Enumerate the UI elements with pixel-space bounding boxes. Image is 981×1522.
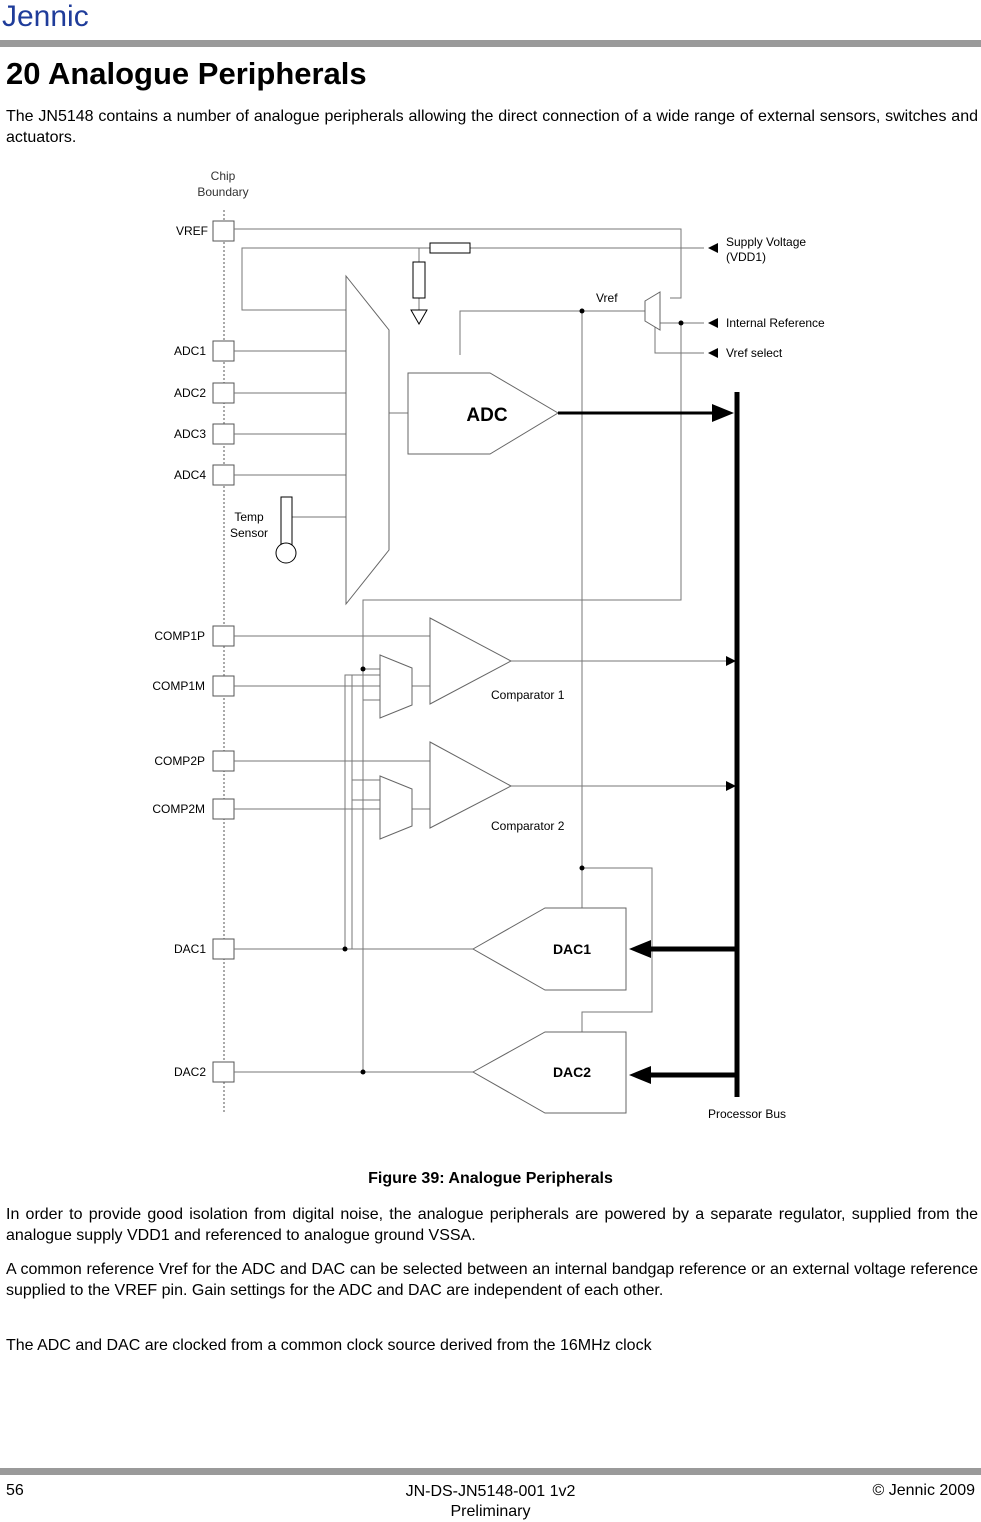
- supply-voltage-arrow: [708, 243, 718, 253]
- dac2-block-label: DAC2: [552, 1064, 592, 1080]
- supply-voltage-label-1: Supply Voltage: [726, 235, 807, 249]
- dac1-block-label: DAC1: [552, 941, 592, 957]
- doc-id: JN-DS-JN5148-001 1v2: [405, 1483, 576, 1500]
- vref-select-arrow: [708, 348, 718, 358]
- pin-pad-dac1: [213, 939, 234, 959]
- analogue-peripherals-diagram: [0, 160, 981, 1160]
- pin-label-comp1p: COMP1P: [154, 629, 205, 643]
- pin-pad-adc1: [213, 341, 234, 361]
- pin-label-dac1: DAC1: [173, 942, 206, 956]
- vref-label: Vref: [596, 291, 618, 305]
- temp-sensor-label-1: Temp: [234, 510, 264, 524]
- pin-pad-comp1p: [213, 626, 234, 646]
- comparator1-label: Comparator 1: [491, 688, 565, 702]
- junction-dot: [361, 1070, 366, 1075]
- temp-sensor-label-2: Sensor: [229, 526, 269, 540]
- internal-reference-arrow: [708, 318, 718, 328]
- resistor-vertical: [413, 262, 425, 298]
- footer-rule: [0, 1468, 981, 1475]
- comparator2-mux: [380, 776, 412, 839]
- body-paragraph-1: In order to provide good isolation from digital noise, the analogue peripherals are powered by a separate regulator, supplied from the analogue supply VDD1 and referenced to analogue ground VSSA.: [6, 1206, 978, 1244]
- comparator2-symbol: [430, 742, 511, 828]
- adc-block-label: ADC: [466, 405, 508, 426]
- pin-label-vref: VREF: [175, 224, 208, 238]
- ground-symbol: [411, 310, 427, 324]
- pin-pad-vref: [213, 221, 234, 241]
- pin-pad-comp2p: [213, 751, 234, 771]
- pin-pad-adc2: [213, 383, 234, 403]
- pin-pad-dac2: [213, 1062, 234, 1082]
- copyright: © Jennic 2009: [872, 1482, 975, 1499]
- junction-dot: [361, 667, 366, 672]
- pin-pad-adc3: [213, 424, 234, 444]
- vref-select-switch: [645, 292, 660, 330]
- pin-label-comp1m: COMP1M: [152, 679, 205, 693]
- pin-label-comp2m: COMP2M: [152, 802, 205, 816]
- pin-pad-comp1m: [213, 676, 234, 696]
- junction-dot: [679, 321, 684, 326]
- comparator1-mux: [380, 655, 412, 718]
- pin-pad-comp2m: [213, 799, 234, 819]
- chip-boundary-label-1: Chip: [210, 169, 236, 183]
- adc-input-mux: [346, 276, 389, 604]
- pin-pad-adc4: [213, 465, 234, 485]
- jennic-logo: Jennic: [2, 0, 89, 33]
- pin-label-adc4: ADC4: [173, 468, 206, 482]
- junction-dot: [580, 309, 585, 314]
- intro-paragraph: The JN5148 contains a number of analogue peripherals allowing the direct connection of a wide range of external sensors, switches and actuators.: [6, 108, 978, 146]
- junction-dot: [580, 866, 585, 871]
- junction-dot: [343, 947, 348, 952]
- pin-label-adc2: ADC2: [173, 386, 206, 400]
- temp-sensor-bulb: [276, 543, 296, 563]
- body-paragraph-3: The ADC and DAC are clocked from a common clock source derived from the 16MHz clock: [6, 1337, 652, 1354]
- figure-caption: Figure 39: Analogue Peripherals: [368, 1170, 613, 1187]
- dac2-block: [473, 1032, 626, 1113]
- internal-reference-label: Internal Reference: [726, 316, 825, 330]
- dac1-block: [473, 908, 626, 990]
- temp-sensor-stem: [281, 497, 292, 545]
- doc-status: Preliminary: [450, 1503, 531, 1520]
- pin-label-comp2p: COMP2P: [154, 754, 205, 768]
- pin-label-dac2: DAC2: [173, 1065, 206, 1079]
- header-rule: [0, 40, 981, 47]
- processor-bus-label: Processor Bus: [708, 1107, 787, 1121]
- resistor-horizontal: [430, 243, 470, 253]
- footer-doc-info: [0, 1482, 981, 1522]
- body-paragraph-2: A common reference Vref for the ADC and DAC can be selected between an internal bandgap reference or an external voltage reference supplied to the VREF pin. Gain settings for the ADC and DAC are independent of each other.: [6, 1261, 978, 1299]
- supply-voltage-label-2: (VDD1): [726, 250, 767, 264]
- chip-boundary-label-2: Boundary: [197, 185, 249, 199]
- pin-label-adc1: ADC1: [173, 344, 206, 358]
- page-number: 56: [6, 1482, 24, 1499]
- pin-label-adc3: ADC3: [173, 427, 206, 441]
- vref-select-label: Vref select: [726, 346, 783, 360]
- section-title: 20 Analogue Peripherals: [6, 56, 367, 91]
- comparator2-label: Comparator 2: [491, 819, 565, 833]
